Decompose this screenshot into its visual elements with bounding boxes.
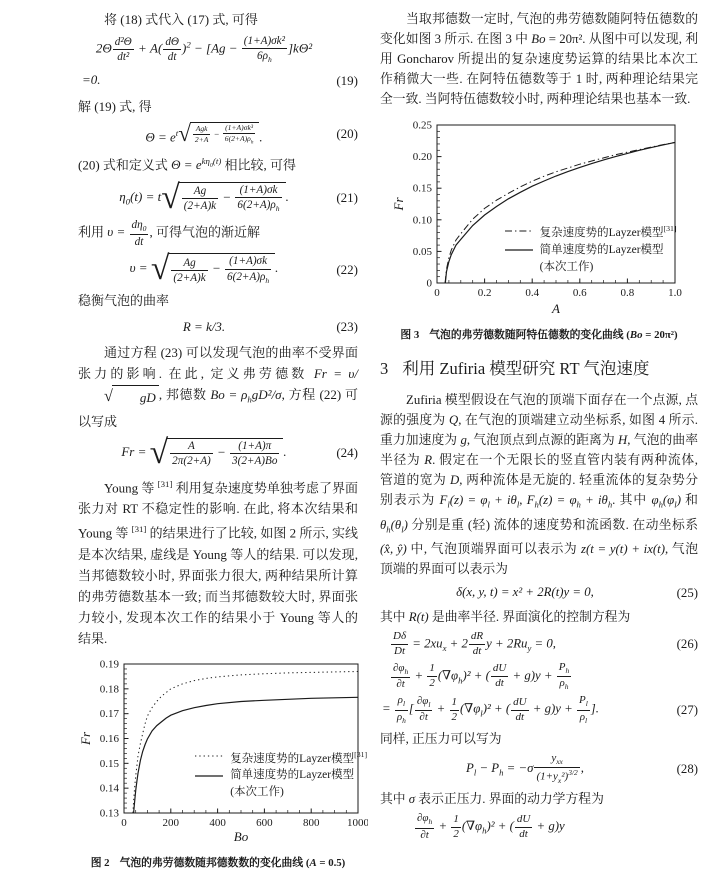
y-tick-label: 0.16 (99, 732, 119, 745)
right-column (380, 9, 698, 849)
equation-number: (19) (336, 72, 358, 88)
equation-body: $\Theta = e^{t √ \frac{\text{Agk}}{2+A} - \frac{\text{(1+A)σk³}}{6(2+A)\rho_h}}$ . (145, 120, 263, 146)
y-tick-label: 0 (426, 277, 432, 290)
figure-caption (78, 856, 358, 871)
paragraph: 其中 σ 表示正压力. 界面的动力学方程为 (380, 792, 604, 807)
solid-line-sample (504, 245, 534, 255)
legend-label: (本次工作) (539, 260, 594, 273)
legend-item (194, 767, 367, 784)
x-tick-label: 600 (256, 816, 273, 829)
figure-caption-label: 图 2 (90, 856, 110, 869)
equation (380, 662, 698, 692)
equation (78, 35, 358, 65)
equation-body: $\frac{D\delta}{Dt}$ = $2xu_x + 2$ $\frac{dR}{dt}$ $y + 2Ru_y = 0$, (393, 630, 556, 657)
section-title: 利用 Zufiria 模型研究 RT 气泡速度 (402, 359, 650, 378)
equation-body: 2Θ $\frac{\text{d²Θ}}{\text{dt²}}$ + A( $\frac{d\Theta}{dt}$ )$^2$ − [Ag − $\frac{\text{(1+A)σk²}}{6\rho_h}$ ]kΘ² (95, 35, 313, 65)
equation (78, 70, 358, 91)
y-tick-label: 0.15 (99, 757, 119, 770)
y-tick-label: 0.20 (412, 151, 432, 164)
equation-body: $\frac{\partial\varphi_h}{\partial t}$ + $\frac{1}{2}$ $(\nabla\varphi_h)^2$ + ( $\frac{dU}{dt}$ + g)y (417, 812, 565, 841)
equation-body: R = k/3. (182, 318, 226, 334)
paragraph: 同样, 正压力可以写为 (380, 732, 502, 746)
legend-spacer (194, 788, 224, 798)
paragraph: 利用 υ = $\frac{d\eta_0}{dt}$ , 可得气泡的渐近解 (78, 218, 260, 249)
x-tick-label: 0.2 (477, 287, 492, 299)
legend-label: (本次工作) (230, 786, 284, 799)
chart-legend (194, 746, 367, 802)
equation (380, 813, 698, 841)
equation (380, 753, 698, 785)
figure-caption-text: 气泡的弗劳德数随邦德数数的变化曲线 (A = 0.5) (119, 856, 346, 869)
section-number: 3 (380, 359, 389, 378)
equation-body: $\frac{\partial\varphi_h}{\partial t}$ + $\frac{1}{2}$ $(\nabla\varphi_h)^2$ + ( $\frac{dU}{dt}$ + g)y + $\frac{P_h}{\rho_h}$ (393, 660, 570, 692)
section-heading (380, 359, 698, 379)
paragraph: 将 (18) 式代入 (17) 式, 可得 (104, 12, 258, 27)
x-tick-label: 0.4 (525, 287, 540, 299)
equation-number: (25) (676, 586, 698, 601)
paragraph: 稳衡气泡的曲率 (78, 293, 170, 309)
equation-number: (23) (336, 319, 358, 335)
y-axis-label: Fr (78, 731, 93, 745)
equation-number: (27) (676, 703, 698, 718)
figure-2-wrap (78, 659, 368, 851)
y-tick-label: 0.18 (99, 682, 119, 695)
figure-3 (380, 119, 698, 343)
equation-body: $\eta_0(t) = t$ √ $\frac{Ag}{(2+A)k}$ − $\frac{(1+A)\sigma k}{6(2+A)\rho_h}$ . (119, 178, 289, 216)
equation-number: (28) (676, 762, 698, 777)
paragraph: 通过方程 (23) 可以发现气泡的曲率不受界面张力的影响. 在此, 定义弗劳德数 Fr = υ/ √ gD , 邦德数 $Bo = \rho_hgD^2/\sigma$, 方程 (22) 可以写成 (78, 345, 358, 429)
x-axis-label: A (552, 301, 560, 316)
x-tick-label: 1.0 (668, 287, 682, 299)
equation-number: (26) (676, 637, 698, 652)
figure-caption (380, 328, 698, 343)
equation (380, 583, 698, 603)
legend-item (504, 220, 677, 242)
x-tick-label: 0.6 (572, 287, 587, 299)
x-tick-label: 400 (209, 816, 226, 829)
figure-caption-text: 气泡的弗劳德数随阿特伍德数的变化曲线 (Bo = 20π²) (429, 329, 678, 341)
equation-body: = $\frac{\rho_l}{\rho_h}$ [ $\frac{\partial\varphi_l}{\partial t}$ + $\frac{1}{2}$ $(\nabla\varphi_l)^2$ + ( $\frac{dU}{dt}$ + g)y + $\frac{P_l}{\rho_l}$ ]. (382, 694, 599, 725)
chart-legend (504, 220, 677, 276)
y-tick-label: 0.25 (412, 119, 432, 132)
left-column (78, 9, 368, 869)
equation-body: =0. (82, 71, 101, 87)
paragraph: (20) 式和定义式 $\Theta = e^{k\eta_0(t)}$ 相比较, 可得 (78, 155, 297, 173)
solid-line-sample (194, 771, 224, 781)
paragraph: 其中 R(t) 是曲率半径. 界面演化的控制方程为 (380, 610, 631, 625)
equation-body: $P_l - P_h = -\sigma$ $\frac{y_{xx}}{(1+y_x^2)^{3/2}}$ , (466, 752, 584, 786)
x-tick-label: 0 (121, 816, 127, 829)
legend-label: 简单速度势的Layzer模型 (539, 243, 664, 256)
figure-2 (78, 658, 368, 871)
legend-item (504, 259, 677, 276)
y-tick-label: 0.15 (412, 182, 432, 195)
equation (380, 695, 698, 725)
equation-number: (20) (336, 126, 358, 142)
paragraph: Zufiria 模型假设在气泡的顶端下面存在一个点源, 点源的强度为 Q, 在气泡的顶端建立动坐标系, 如图 4 所示. 重力加速度为 g, 气泡顶点到点源的距离为 H, 气泡的曲率半径为 R. 假定在一个无限长的竖直管内装有两种流体, 管道的宽为 D, 两种流体是无旋的. 轻重流体的复杂势分别表示为 $F_l(z) = \varphi_l + i\theta_l$, $F_h(z) = \varphi_h + i\theta_h$. 其中 $\varphi_h(\varphi_l)$ 和 $\theta_h(\theta_l)$ 分别是重 (轻) 流体的速度势和流函数. 在动坐标系 (x̂, ŷ) 中, 气泡顶端界面可以表示为 z(t = y(t) + ix(t), 气泡顶端的界面可以表示为 (380, 393, 699, 577)
legend-item (504, 242, 677, 259)
paragraph: Young 等 [31] 利用复杂速度势单独考虑了界面张力对 RT 不稳定性的影响. 在此, 将本次结果和 Young 等 [31] 的结果进行了比较, 如图 2 所示, 实线是本次结果, 虚线是 Young 等人的结果. 可以发现, 当邦德数较小时, 界面张力很大, 两种结果所计算的弗劳德数基本一致; 而当邦德数较大时, 界面张力较小, 发现本次工作的结果小于 Young 等人的结果. (78, 478, 358, 646)
equation (78, 250, 358, 288)
equation-body: Fr = √ $\frac{A}{2\pi(2+A)}$ − $\frac{(1+A)\pi}{3(2+A)Bo}$ . (121, 433, 287, 471)
paragraph: 当取邦德数一定时, 气泡的弗劳德数随阿特伍德数的变化如图 3 所示. 在图 3 中 Bo = 20π². 从图中可以发现, 利用 Goncharov 所提出的复杂速度势运算的结果比本次工作稍微大一些. 在阿特伍德数等于 1 时, 两种理论结果完全一致. 当阿特伍德数较小时, 两种理论结果也基本一致. (380, 12, 698, 106)
y-tick-label: 0.10 (412, 214, 432, 227)
paragraph: 解 (19) 式, 得 (78, 98, 152, 114)
legend-label: 复杂速度势的Layzer模型[31] (539, 223, 677, 239)
dashdot-line-sample (504, 226, 534, 236)
legend-item (194, 746, 367, 768)
legend-item (194, 784, 367, 801)
y-tick-label: 0.14 (99, 782, 119, 795)
x-tick-label: 0 (434, 287, 440, 299)
equation (78, 122, 358, 146)
equation (380, 631, 698, 658)
equation-number: (21) (336, 190, 358, 206)
x-tick-label: 200 (162, 816, 180, 829)
y-tick-label: 0.05 (412, 245, 432, 258)
x-tick-label: 800 (302, 816, 320, 829)
x-axis-label: Bo (233, 828, 249, 844)
equation-body: δ(x, y, t) = x² + 2R(t)y = 0, (456, 585, 594, 600)
legend-label: 简单速度势的Layzer模型 (230, 769, 355, 782)
equation (78, 316, 358, 337)
y-axis-label: Fr (391, 197, 406, 211)
y-tick-label: 0.19 (99, 658, 119, 671)
equation-number: (24) (336, 445, 358, 461)
legend-spacer (504, 262, 534, 272)
dotted-line-sample (194, 751, 224, 761)
figure-3-chart (391, 119, 687, 317)
y-tick-label: 0.13 (99, 807, 119, 820)
figure-3-wrap (391, 119, 687, 323)
y-tick-label: 0.17 (99, 707, 119, 720)
equation-number: (22) (336, 261, 358, 277)
x-tick-label: 0.8 (620, 287, 635, 299)
equation-body: υ = √ $\frac{Ag}{(2+A)k}$ − $\frac{(1+A)\sigma k}{6(2+A)\rho_h}$ . (129, 250, 279, 288)
x-tick-label: 1000 (347, 816, 368, 829)
legend-label: 复杂速度势的Layzer模型[31] (230, 749, 368, 765)
equation (78, 433, 358, 471)
equation (78, 178, 358, 216)
figure-caption-label: 图 3 (400, 329, 420, 341)
